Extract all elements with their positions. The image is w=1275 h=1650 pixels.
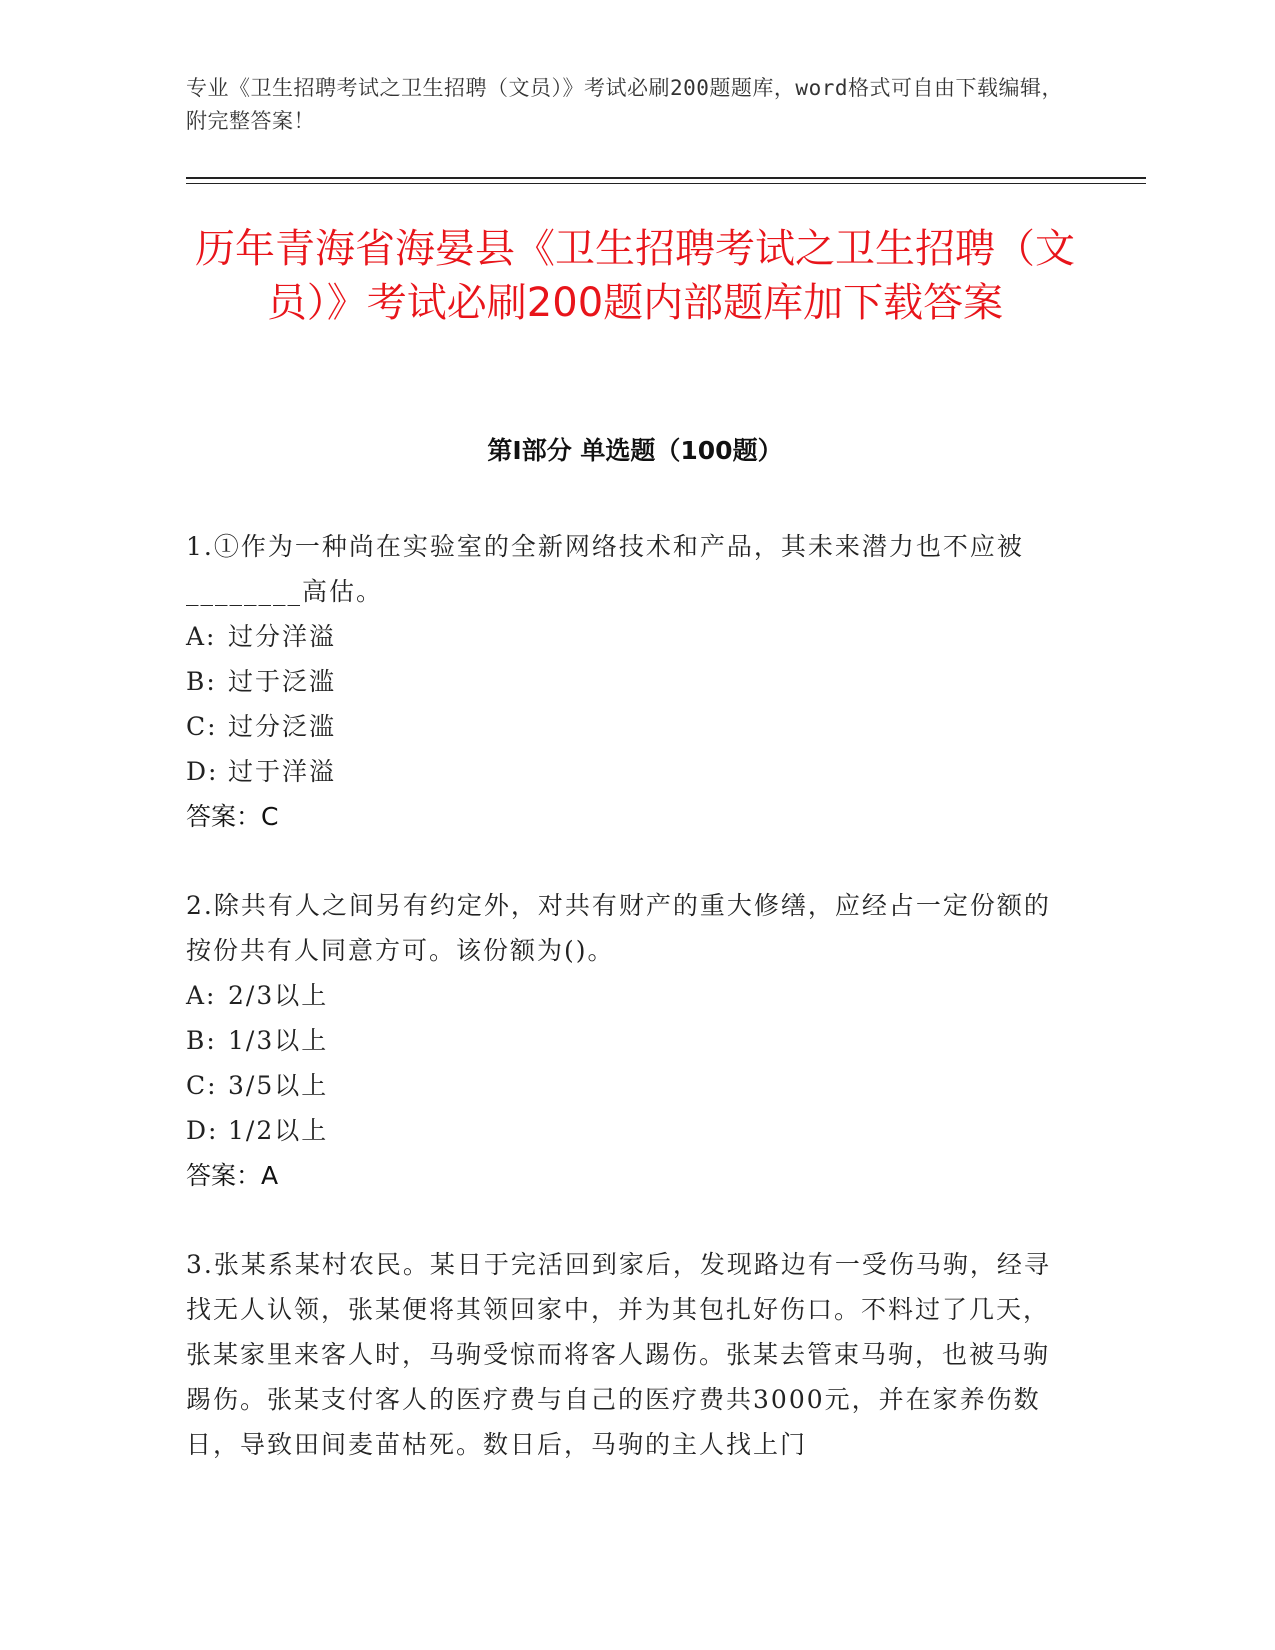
option-text: 过于洋溢 [228,757,337,786]
option-letter: B: [186,667,217,696]
option-text: 1/2以上 [228,1116,329,1145]
question-3 [186,1242,1066,1467]
option-b [186,659,1066,704]
document-title: 历年青海省海晏县《卫生招聘考试之卫生招聘（文员）》考试必刷200题内部题库加下载答案 [195,226,1075,326]
option-letter: C: [186,1071,218,1100]
question-text: 2.除共有人之间另有约定外，对共有财产的重大修缮，应经占一定份额的按份共有人同意方可。该份额为()。 [186,891,1051,965]
option-letter: D: [186,757,219,786]
option-letter: B: [186,1026,217,1055]
option-a [186,973,1066,1018]
option-text: 过于泛滥 [228,667,337,696]
question-2 [186,883,1066,1198]
option-c [186,704,1066,749]
section-heading: 第Ⅰ部分 单选题（100题） [487,436,783,465]
option-text: 1/3以上 [228,1026,329,1055]
option-letter: A: [186,981,217,1010]
answer: 答案：A [186,1161,279,1190]
option-letter: D: [186,1116,219,1145]
option-text: 过分泛滥 [228,712,337,741]
answer: 答案：C [186,802,279,831]
option-d [186,749,1066,794]
option-text: 过分洋溢 [228,622,337,651]
header-divider-thin [186,183,1146,184]
header-note: 专业《卫生招聘考试之卫生招聘（文员）》考试必刷200题题库，word格式可自由下载编辑，附完整答案！ [186,76,1063,133]
option-d [186,1108,1066,1153]
option-text: 3/5以上 [228,1071,329,1100]
option-text: 2/3以上 [228,981,329,1010]
option-a [186,614,1066,659]
question-text: 3.张某系某村农民。某日于完活回到家后，发现路边有一受伤马驹，经寻找无人认领，张某便将其领回家中，并为其包扎好伤口。不料过了几天，张某家里来客人时，马驹受惊而将客人踢伤。张某去管束马驹，也被马驹踢伤。张某支付客人的医疗费与自己的医疗费共3000元，并在家养伤数日，导致田间麦苗枯死。数日后，马驹的主人找上门 [186,1250,1051,1459]
header-divider-thick [186,177,1146,179]
option-letter: A: [186,622,217,651]
option-letter: C: [186,712,218,741]
question-list [186,524,1066,1511]
option-b [186,1018,1066,1063]
option-c [186,1063,1066,1108]
question-text: 1.①作为一种尚在实验室的全新网络技术和产品，其未来潜力也不应被________高估。 [186,532,1024,606]
question-1 [186,524,1066,839]
